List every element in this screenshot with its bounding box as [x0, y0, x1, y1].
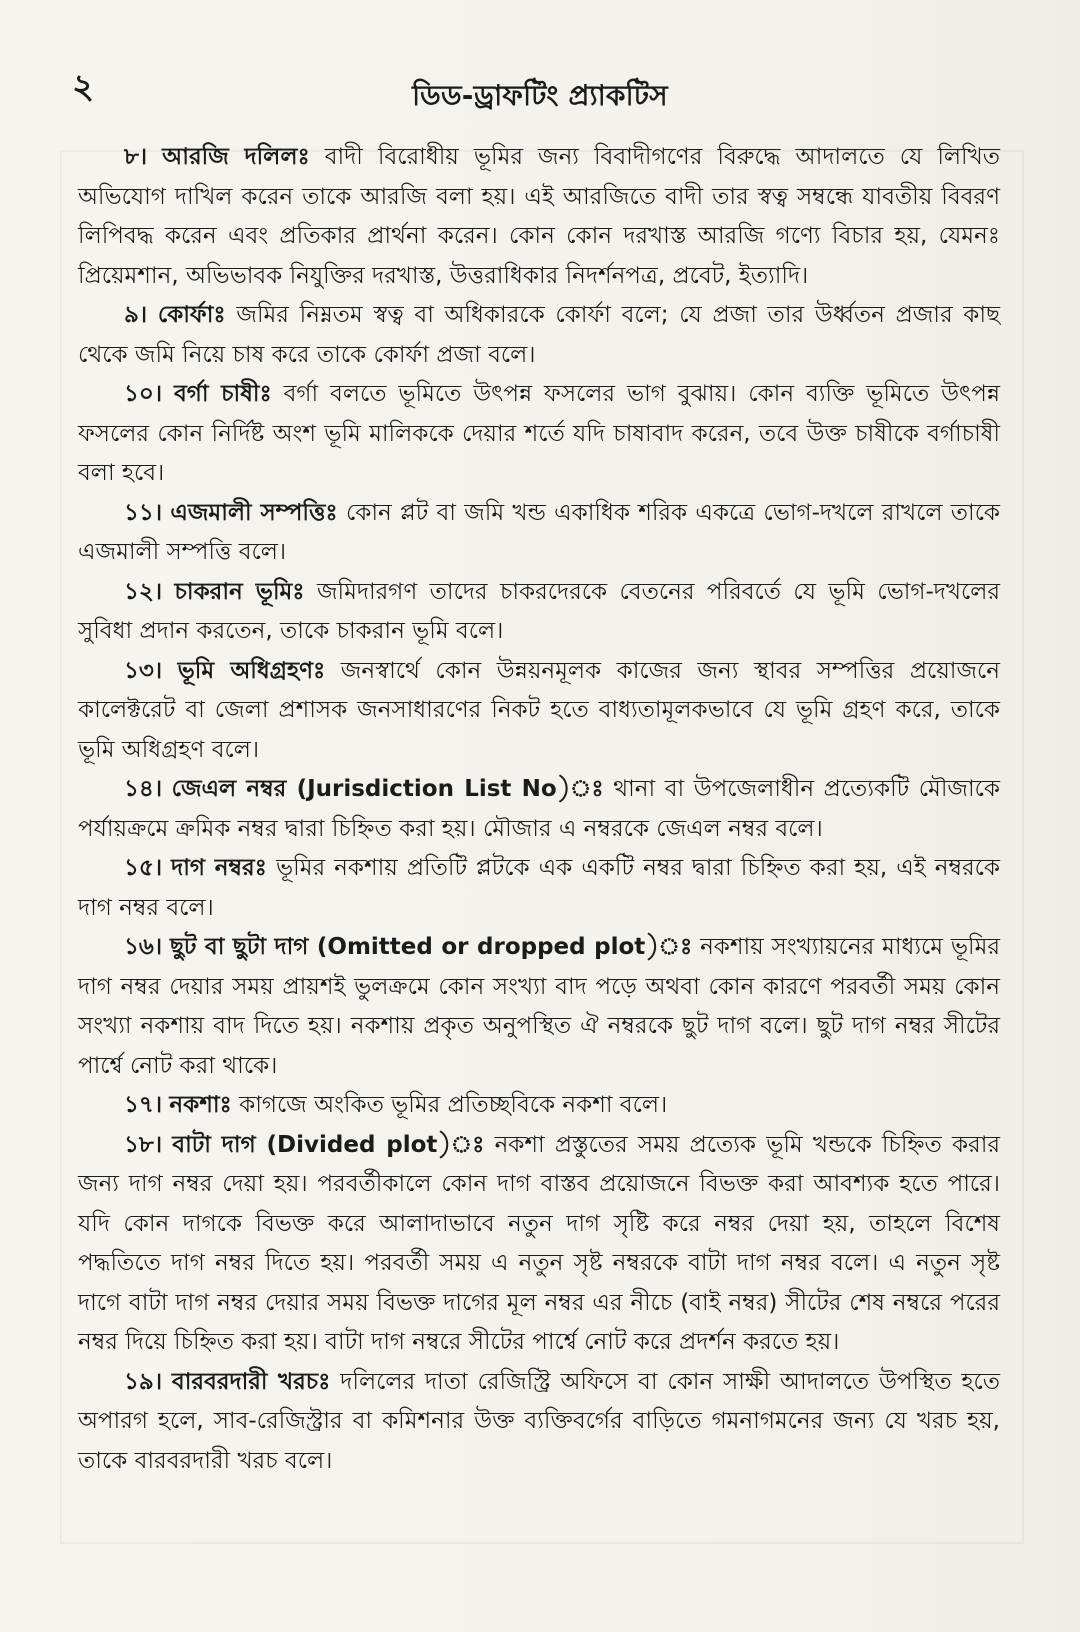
definition-text: বাদী বিরোধীয় ভূমির জন্য বিবাদীগণের বিরুদ্ধে আদালতে যে লিখিত অভিযোগ দাখিল করেন তাকে আরজি বলা হয়। এই আরজিতে বাদী তার স্বত্ব সম্বন্ধে যাবতীয় বিবরণ লিপিবদ্ধ করেন এবং প্রতিকার প্রার্থনা করেন। কোন কোন দরখাস্ত আরজি গণ্যে বিচার হয়, যেমনঃ প্রিয়েমশান, অভিভাবক নিযুক্তির দরখাস্ত, উত্তরাধিকার নিদর্শনপত্র, প্রবেট, ইত্যাদি।: [78, 144, 1001, 289]
item-number: ৯।: [124, 302, 148, 328]
page-number: ২: [72, 67, 95, 107]
definition-text: নকশায় সংখ্যায়নের মাধ্যমে ভূমির দাগ নম্বর দেয়ার সময় প্রায়শই ভুলক্রমে কোন সংখ্যা বাদ পড়ে অথবা কোন কারণে পরবর্তী সময় কোন সংখ্যা নকশায় বাদ দিতে হয়। নকশায় প্রকৃত অনুপস্থিত ঐ নম্বরকে ছুট দাগ বলে। ছুট দাগ নম্বর সীটের পার্শ্বে নোট করা থাকে।: [78, 934, 1001, 1079]
running-title: ডিড-ড্রাফটিং প্র্যাকটিস: [412, 79, 668, 112]
definition-paragraph: [78, 1126, 1000, 1363]
item-number: ১৬।: [124, 934, 163, 960]
definition-paragraph: [78, 1363, 1000, 1482]
item-number: ১৫।: [124, 855, 163, 881]
item-number: ১৮।: [124, 1131, 163, 1158]
definition-text: জমিদারগণ তাদের চাকরদেরকে বেতনের পরিবর্তে যে ভূমি ভোগ-দখলের সুবিধা প্রদান করতেন, তাকে চাকরান ভূমি বলে।: [78, 578, 1000, 644]
term-heading: বারবরদারী খরচঃ: [171, 1368, 331, 1395]
definition-paragraph: [78, 849, 1000, 928]
body-text: [78, 138, 1000, 1481]
term-heading: বর্গা চাষীঃ: [174, 381, 272, 407]
item-number: ১২।: [124, 578, 163, 605]
item-number: ১৩।: [124, 657, 163, 684]
term-heading: ছুট বা ছুটা দাগ (Omitted or dropped plot)ঃ: [169, 934, 693, 960]
definition-text: জমির নিম্নতম স্বত্ব বা অধিকারকে কোর্ফা বলে; যে প্রজা তার উর্ধ্বতন প্রজার কাছ থেকে জমি নিয়ে চাষ করে তাকে কোর্ফা প্রজা বলে।: [78, 302, 1001, 368]
definition-paragraph: [78, 1086, 1000, 1126]
item-number: ১৯।: [124, 1368, 163, 1395]
term-heading: বাটা দাগ (Divided plot)ঃ: [172, 1131, 485, 1158]
definition-text: দলিলের দাতা রেজিস্ট্রি অফিসে বা কোন সাক্ষী আদালতে উপস্থিত হতে অপারগ হলে, সাব-রেজিস্ট্রার বা কমিশনার উক্ত ব্যক্তিবর্গের বাড়িতে গমনাগমনের জন্য যে খরচ হয়, তাকে বারবরদারী খরচ বলে।: [78, 1368, 1001, 1474]
term-heading: জেএল নম্বর (Jurisdiction List No)ঃ: [171, 776, 604, 802]
definition-text: বর্গা বলতে ভূমিতে উৎপন্ন ফসলের ভাগ বুঝায়। কোন ব্যক্তি ভূমিতে উৎপন্ন ফসলের কোন নির্দিষ্ট অংশ ভূমি মালিককে দেয়ার শর্তে যদি চাষাবাদ করেন, তবে উক্ত চাষীকে বর্গাচাষী বলা হবে।: [78, 381, 1001, 486]
term-heading: আরজি দলিলঃ: [162, 144, 310, 170]
definition-paragraph: [78, 494, 1000, 573]
definition-paragraph: [78, 138, 1000, 296]
definition-text: নকশা প্রস্তুতের সময় প্রত্যেক ভূমি খন্ডকে চিহ্নিত করার জন্য দাগ নম্বর দেয়া হয়। পরবর্তীকালে কোন দাগ বাস্তব প্রয়োজনে বিভক্ত করা আবশ্যক হতে পারে। যদি কোন দাগকে বিভক্ত করে আলাদাভাবে নতুন দাগ সৃষ্টি করে নম্বর দেয়া হয়, তাহলে বিশেষ পদ্ধতিতে দাগ নম্বর দিতে হয়। পরবর্তী সময় এ নতুন সৃষ্ট নম্বরকে বাটা দাগ নম্বর বলে। এ নতুন সৃষ্ট দাগে বাটা দাগ নম্বর দেয়ার সময় বিভক্ত দাগের মূল নম্বর এর নীচে (বাই নম্বর) সীটের শেষ নম্বরে পরের নম্বর দিয়ে চিহ্নিত করা হয়। বাটা দাগ নম্বরে সীটের পার্শ্বে নোট করে প্রদর্শন করতে হয়।: [78, 1131, 1001, 1355]
term-heading: নকশাঃ: [169, 1092, 232, 1118]
definition-paragraph: [78, 928, 1000, 1086]
item-number: ১৪।: [124, 776, 163, 802]
definition-paragraph: [78, 652, 1000, 771]
term-heading: ভূমি অধিগ্রহণঃ: [177, 657, 326, 684]
definition-paragraph: [78, 573, 1000, 652]
term-heading: চাকরান ভূমিঃ: [174, 578, 305, 605]
item-number: ৮।: [124, 144, 148, 170]
item-number: ১১।: [124, 499, 163, 526]
term-heading: দাগ নম্বরঃ: [171, 855, 267, 881]
definition-text: কোন প্লট বা জমি খন্ড একাধিক শরিক একত্রে ভোগ-দখলে রাখলে তাকে এজমালী সম্পত্তি বলে।: [78, 499, 1001, 565]
definition-text: জনস্বার্থে কোন উন্নয়নমূলক কাজের জন্য স্থাবর সম্পত্তির প্রয়োজনে কালেক্টরেট বা জেলা প্রশাসক জনসাধারণের নিকট হতে বাধ্যতামূলকভাবে যে ভূমি গ্রহণ করে, তাকে ভূমি অধিগ্রহণ বলে।: [78, 657, 1001, 763]
item-number: ১০।: [124, 381, 163, 407]
definition-text: থানা বা উপজেলাধীন প্রত্যেকটি মৌজাকে পর্যায়ক্রমে ক্রমিক নম্বর দ্বারা চিহ্নিত করা হয়। মৌজার এ নম্বরকে জেএল নম্বর বলে।: [78, 776, 1000, 842]
definition-paragraph: [78, 770, 1000, 849]
item-number: ১৭।: [124, 1092, 163, 1118]
definition-text: কাগজে অংকিত ভূমির প্রতিচ্ছবিকে নকশা বলে।: [239, 1092, 668, 1118]
definition-paragraph: [78, 296, 1000, 375]
definition-text: ভূমির নকশায় প্রতিটি প্লটকে এক একটি নম্বর দ্বারা চিহ্নিত করা হয়, এই নম্বরকে দাগ নম্বর বলে।: [78, 855, 1001, 921]
definition-paragraph: [78, 375, 1000, 494]
term-heading: কোর্ফাঃ: [157, 302, 226, 328]
term-heading: এজমালী সম্পত্তিঃ: [170, 499, 338, 526]
